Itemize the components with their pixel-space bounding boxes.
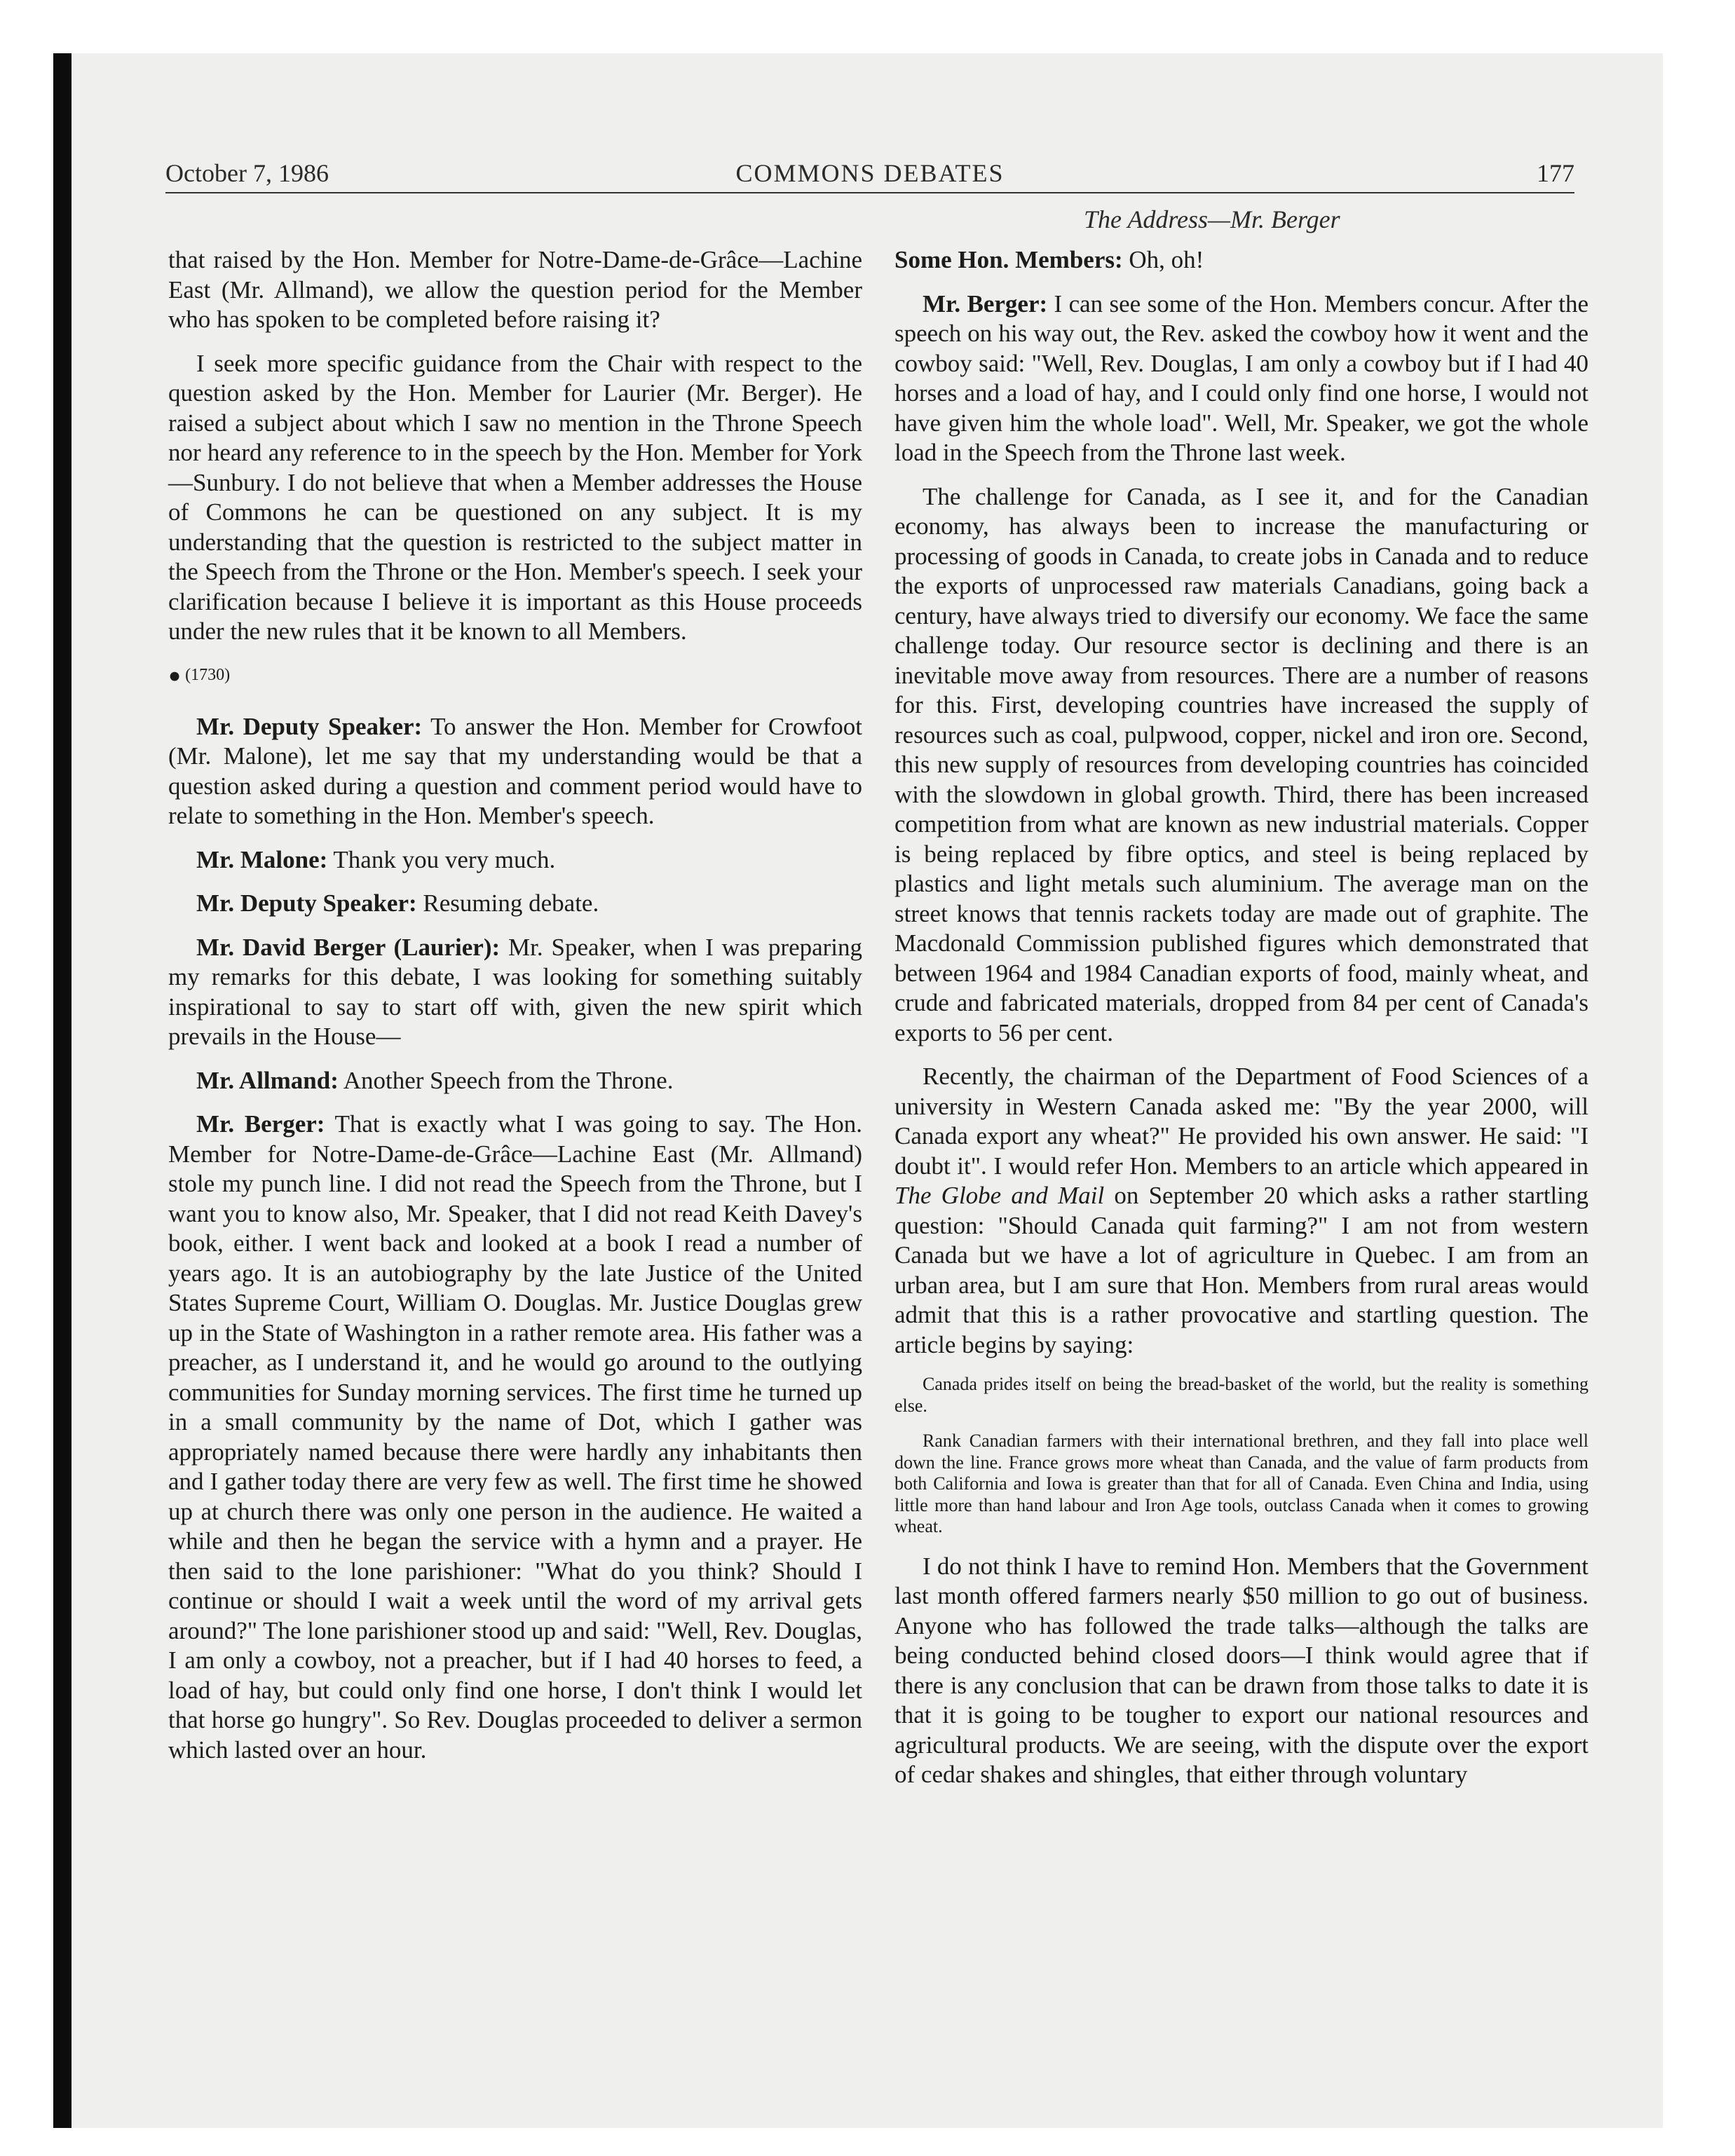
speech-text: Thank you very much.	[333, 845, 556, 873]
speaker-name: Mr. Allmand:	[196, 1066, 339, 1094]
paragraph	[168, 1066, 862, 1096]
paragraph	[894, 245, 1588, 275]
page-header	[165, 156, 1574, 191]
paragraph	[168, 845, 862, 875]
paragraph	[894, 1062, 1588, 1360]
speech-text: Another Speech from the Throne.	[343, 1066, 674, 1094]
paragraph	[168, 1110, 862, 1765]
speech-text: To answer the Hon. Member for Crowfoot (Mr. Malone), let me say that my understanding would be that a question asked during a question and comment period would have to relate to something in the Hon. Member's speech.	[168, 712, 862, 830]
header-rule	[165, 192, 1574, 193]
speaker-name: Mr. Deputy Speaker:	[196, 889, 417, 917]
speech-text: Mr. Speaker, when I was preparing my remarks for this debate, I was looking for something suitably inspirational to say to start off with, given the new spirit which prevails in the House—	[168, 933, 863, 1051]
paragraph	[894, 289, 1588, 468]
speech-text: Oh, oh!	[1129, 246, 1204, 273]
speaker-name: Mr. David Berger (Laurier):	[196, 933, 501, 961]
paragraph	[168, 712, 862, 831]
speech-text: Resuming debate.	[423, 889, 599, 917]
bullet-icon: ●	[168, 663, 182, 687]
paragraph: that raised by the Hon. Member for Notre-Dame-de-Grâce—Lachine East (Mr. Allmand), we allow the question period for the Member who has spoken to be completed before raising it?	[168, 246, 862, 333]
binding-edge	[53, 53, 72, 2128]
speaker-name: Some Hon. Members:	[894, 246, 1123, 273]
speech-text: I can see some of the Hon. Members concur. After the speech on his way out, the Rev. asked the cowboy how it went and the cowboy said: "Well, Rev. Douglas, I am only a cowboy but if I had 40 horses and a load of hay, and I could only find one horse, I would not have given him the whole load". Well, Mr. Speaker, we got the whole load in the Speech from the Throne last week.	[894, 289, 1589, 466]
paragraph	[168, 889, 862, 919]
publication-title: The Globe and Mail	[894, 1182, 1105, 1209]
paragraph: The challenge for Canada, as I see it, and for the Canadian economy, has always been to increase the manufacturing or processing of goods in Canada, to create jobs in Canada and to reduce the exports of unprocessed raw materials Canadians, going back a century, have always tried to diversify our economy. We face the same challenge today. Our resource sector is declining and there is an inevitable move away from resources. There are a number of reasons for this. First, developing countries have increased the supply of resources such as coal, pulpwood, copper, nickel and iron ore. Second, this new supply of resources from developing countries has coincided with the slowdown in global growth. Third, there has been increased competition from what are known as new industrial materials. Copper is being replaced by fibre optics, and steel is being replaced by plastics and light metals such aluminium. The average man on the street knows that tennis rackets today are made out of graphite. The Macdonald Commission published figures which demonstrated that between 1964 and 1984 Canadian exports of food, mainly wheat, and crude and fabricated materials, dropped from 84 per cent of Canada's exports to 56 per cent.	[894, 482, 1588, 1046]
time-stamp-label: (1730)	[185, 665, 231, 684]
left-column	[168, 245, 862, 1779]
header-title: COMMONS DEBATES	[735, 159, 1005, 187]
speaker-name: Mr. Berger:	[196, 1110, 325, 1138]
paragraph: I do not think I have to remind Hon. Members that the Government last month offered farmers nearly $50 million to go out of business. Anyone who has followed the trade talks—although the talks are being conducted behind closed doors—I think would agree that if there is any conclusion that can be drawn from those talks to date it is that it is going to be tougher to export our national resources and agricultural products. We are seeing, with the dispute over the export of cedar shakes and shingles, that either through voluntary	[894, 1552, 1588, 1788]
speech-text: Recently, the chairman of the Department of Food Sciences of a university in Western Canada asked me: "By the year 2000, will Canada export any wheat?" He provided his own answer. He said: "I doubt it". I would refer Hon. Members to an article which appeared in	[894, 1063, 1588, 1180]
paragraph: I seek more specific guidance from the Chair with respect to the question asked by the Hon. Member for Laurier (Mr. Berger). He raised a subject about which I saw no mention in the Throne Speech nor heard any reference to in the speech by the Hon. Member for York—Sunbury. I do not believe that when a Member addresses the House of Commons he can be questioned on any subject. It is my understanding that the question is restricted to the subject matter in the Speech from the Throne or the Hon. Member's speech. I seek your clarification because I believe it is important as this House proceeds under the new rules that it be known to all Members.	[168, 349, 862, 645]
speech-text: That is exactly what I was going to say. The Hon. Member for Notre-Dame-de-Grâce—Lachine East (Mr. Allmand) stole my punch line. I did not read the Speech from the Throne, but I want you to know also, Mr. Speaker, that I did not read Keith Davey's book, either. I went back and looked at a book I read a number of years ago. It is an autobiography by the late Justice of the United States Supreme Court, William O. Douglas. Mr. Justice Douglas grew up in the State of Washington in a rather remote area. His father was a preacher, as I understand it, and he would go around to the outlying communities for Sunday morning services. The first time he turned up in a small community by the name of Dot, which I gather was appropriately named because there were hardly any inhabitants then and I gather today there are very few as well. The first time he showed up at church there was only one person in the audience. He waited a while and then he began the service with a hymn and a prayer. He then said to the lone parishioner: "What do you think? Should I continue or should I wait a week until the word of my arrival gets around?" The lone parishioner stood up and said: "Well, Rev. Douglas, I am only a cowboy, not a preacher, but if I had 40 horses to feed, a load of hay, but could only find one horse, I don't think I would let that horse go hungry". So Rev. Douglas proceeded to deliver a sermon which lasted over an hour.	[168, 1110, 863, 1763]
speaker-name: Mr. Malone:	[196, 845, 328, 873]
speaker-name: Mr. Deputy Speaker:	[196, 712, 423, 740]
header-date: October 7, 1986	[165, 159, 329, 187]
paragraph	[168, 933, 862, 1052]
page-number: 177	[1537, 159, 1574, 187]
speaker-name: Mr. Berger:	[923, 289, 1048, 318]
right-column	[894, 245, 1588, 1804]
time-stamp	[168, 661, 862, 690]
speech-text: on September 20 which asks a rather startling question: "Should Canada quit farming?" I am not from western Canada but we have a lot of agriculture in Quebec. I am from an urban area, but I am sure that Hon. Members from rural areas would admit that this is a rather provocative and startling question. The article begins by saying:	[894, 1182, 1588, 1358]
running-head: The Address—Mr. Berger	[1084, 205, 1340, 233]
block-quote: Rank Canadian farmers with their international brethren, and they fall into place well down the line. France grows more wheat than Canada, and the value of farm products from both California and Iowa is greater than that for all of Canada. Even China and India, using little more than hand labour and Iron Age tools, outclass Canada when it comes to growing wheat.	[894, 1431, 1588, 1536]
block-quote: Canada prides itself on being the bread-basket of the world, but the reality is something else.	[894, 1374, 1588, 1416]
